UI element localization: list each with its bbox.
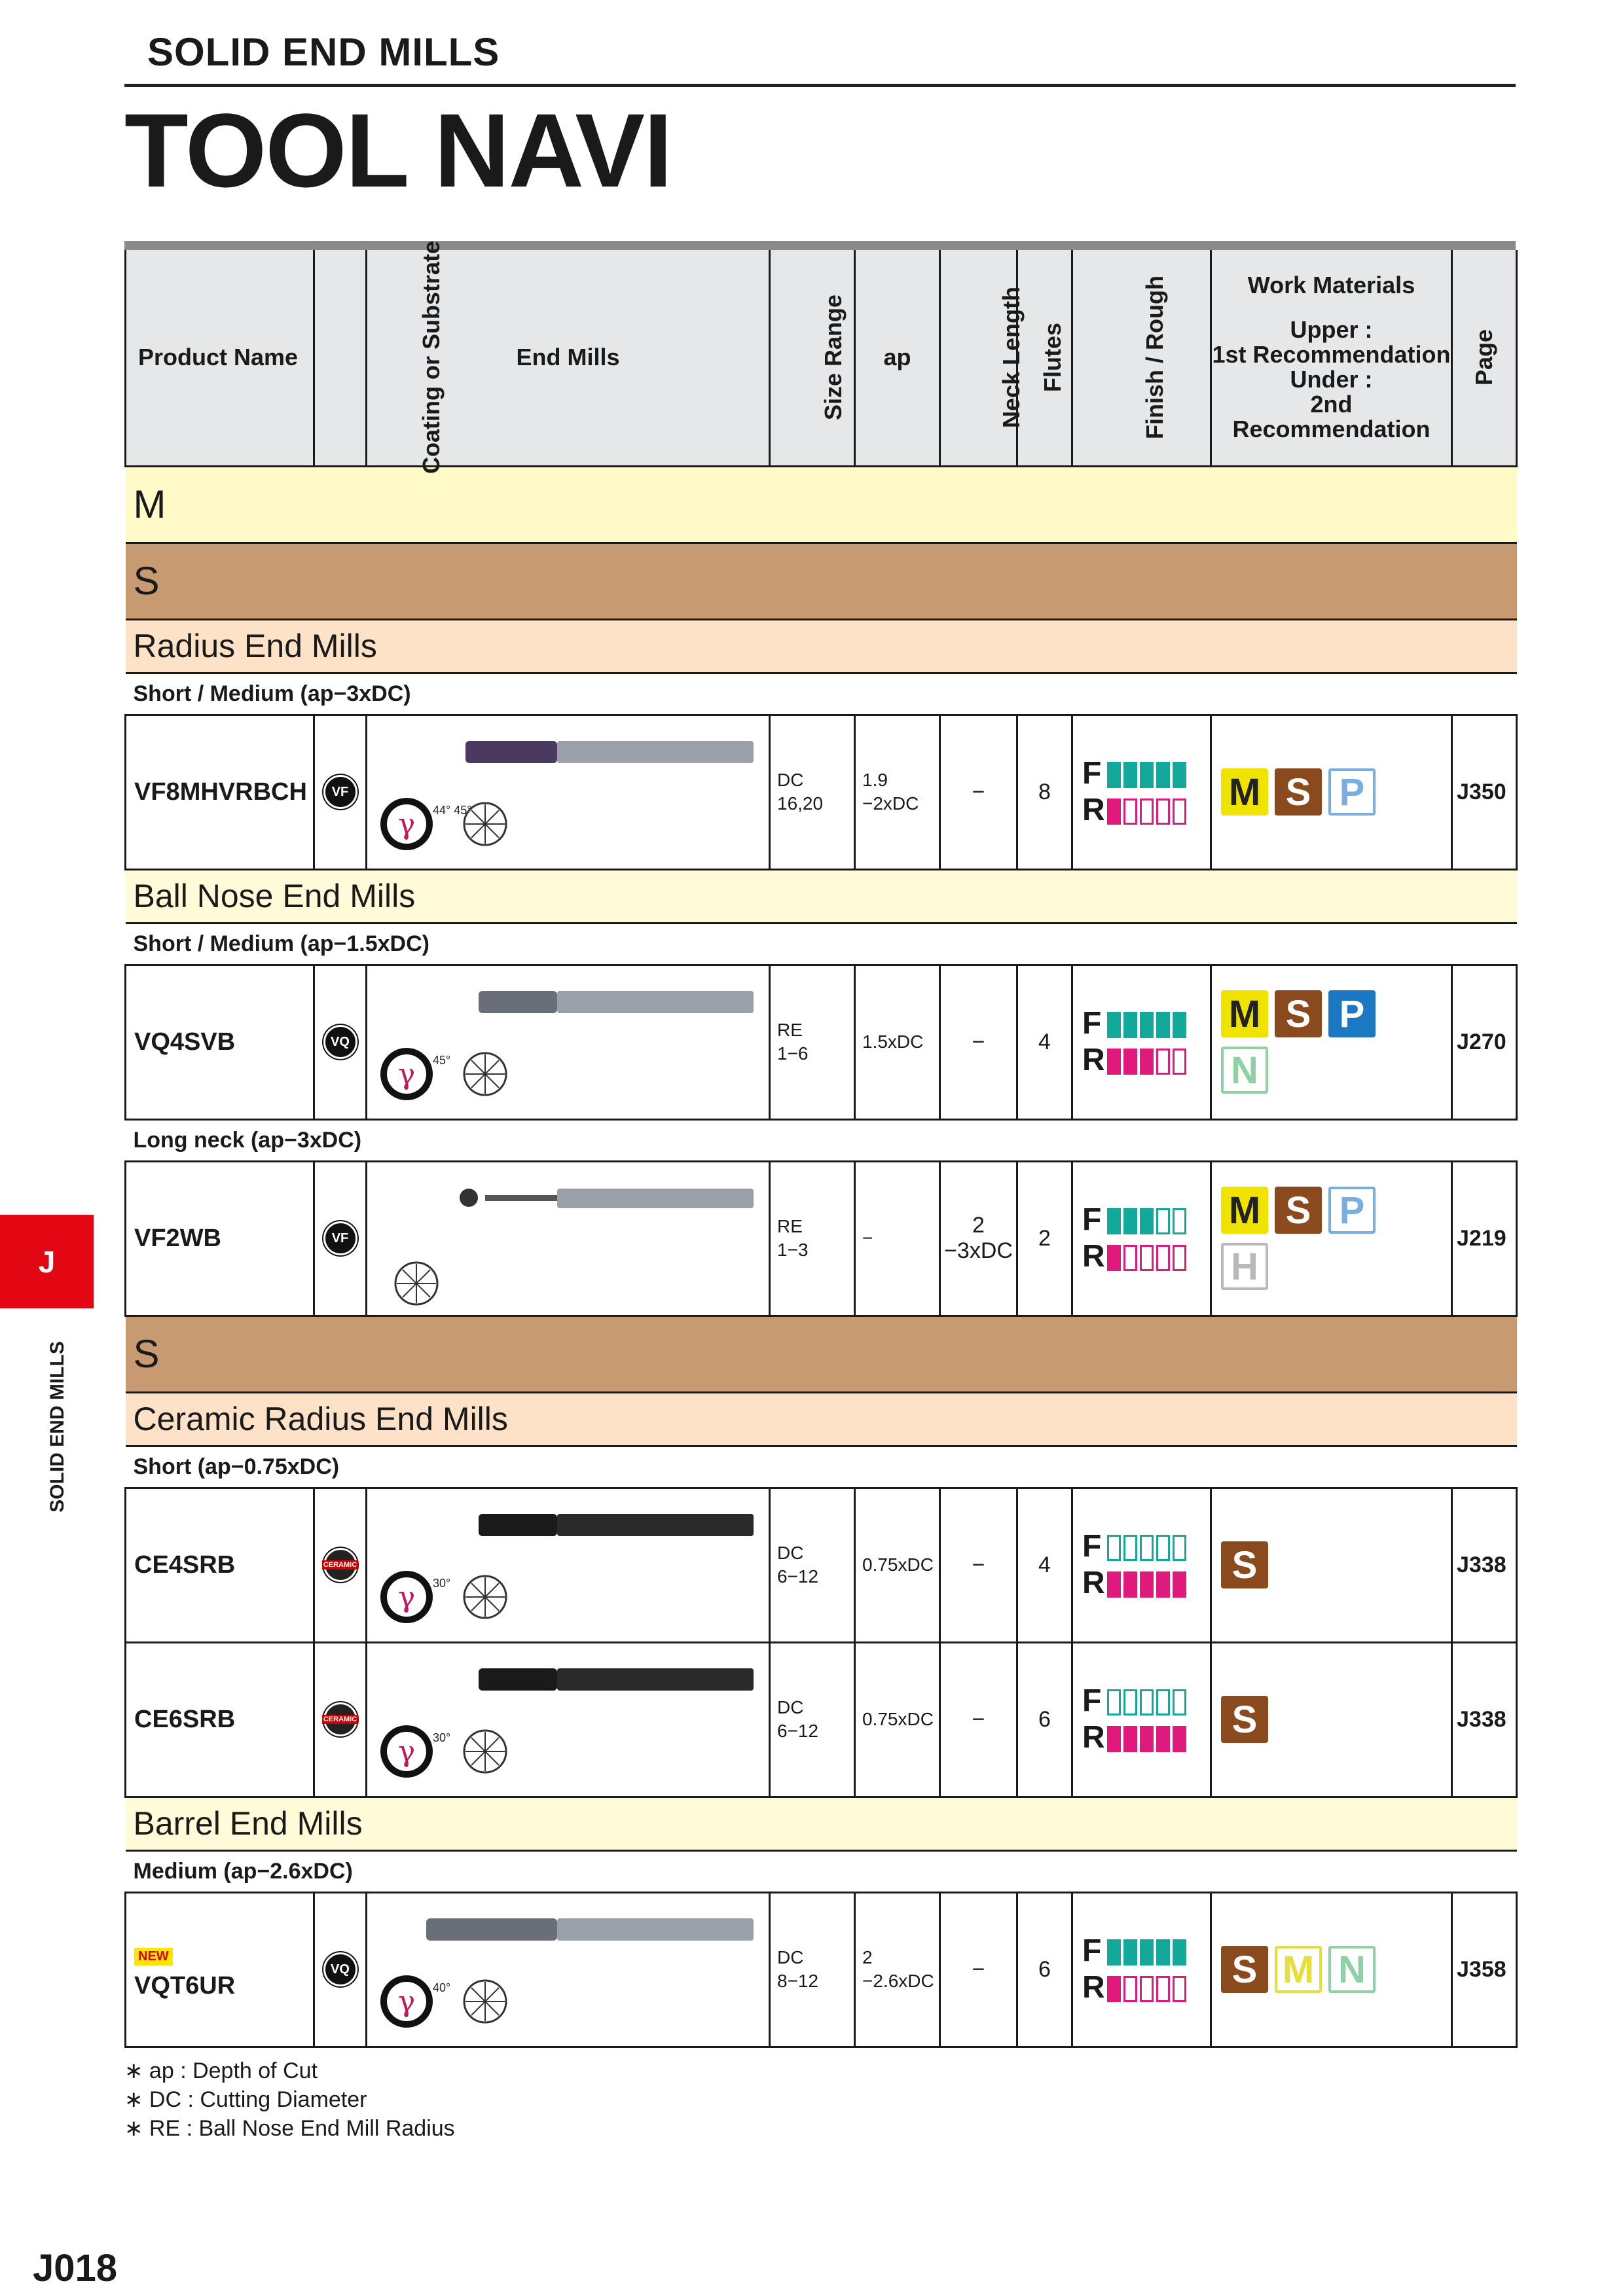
material-badge: S [1221,1541,1268,1588]
product-name[interactable]: NEW VQT6UR [126,1892,314,2047]
flutes-count: 6 [1017,1892,1072,2047]
rating-square [1107,762,1121,788]
subcategory-row: Short (ap−0.75xDC) [126,1446,1517,1488]
material-badge: N [1328,1946,1376,1993]
material-badge: S [1275,768,1322,816]
svg-text:γ: γ [397,1057,416,1091]
col-end-mills: End Mills [367,250,770,466]
material-badge: N [1221,1047,1268,1094]
ap-value: 0.75xDC [855,1488,940,1642]
rating-square [1156,1012,1170,1038]
product-name[interactable]: CE6SRB [126,1642,314,1797]
rating-square [1156,1535,1170,1561]
rating-square [1156,1939,1170,1965]
end-mill-cell [367,1892,770,2047]
tool-navi-table [124,241,1518,2048]
helix-gamma-icon [380,1975,433,2028]
coating-cell [314,1642,367,1797]
rating-square [1140,1726,1154,1752]
rating-square [1123,1208,1137,1234]
flute-section-icon [464,1053,506,1095]
helix-gamma-icon [380,1571,433,1623]
group-row: S [126,543,1517,619]
rating-square [1173,1049,1186,1075]
tool-shank [557,1668,754,1691]
group-row: S [126,1316,1517,1392]
rating-square [1140,1939,1154,1965]
rating-square [1123,1245,1137,1271]
rating-square [1107,1726,1121,1752]
helix-angle-label: 30° [433,1576,451,1590]
end-mill-illustration [367,1893,767,2045]
helix-angle-label: 45° [433,1053,451,1067]
svg-text:γ: γ [397,807,416,841]
rating-square [1123,1939,1137,1965]
size-range: DC 8−12 [770,1892,855,2047]
coating-cell [314,965,367,1119]
rating-square [1140,1535,1154,1561]
table-row [126,1642,1517,1797]
ceramic-substrate-icon: CERAMIC [323,1702,357,1736]
end-mill-illustration [367,966,767,1118]
svg-text:γ: γ [397,1734,416,1768]
rating-square [1173,1245,1186,1271]
tool-ball [460,1189,478,1207]
tool-shank [557,1918,754,1941]
end-mill-cell [367,1642,770,1797]
rating-square [1123,1689,1137,1715]
rating-square [1107,798,1121,825]
rating-square [1123,762,1137,788]
rating-square [1107,1245,1121,1271]
material-badge: M [1221,768,1268,816]
table-row [126,1488,1517,1642]
rating-square [1107,1208,1121,1234]
rating-square [1140,1012,1154,1038]
section-tab[interactable]: J [0,1215,94,1308]
product-name[interactable]: VF8MHVRBCH [126,715,314,869]
ap-value: 1.5xDC [855,965,940,1119]
material-badge: S [1275,1187,1322,1234]
helix-gamma-icon [380,1048,433,1100]
tool-cutting-head [465,741,557,763]
subcategory-row: Medium (ap−2.6xDC) [126,1850,1517,1892]
coating-icon: VQ [323,1952,357,1986]
work-materials-cell [1211,1488,1452,1642]
rating-square [1173,1571,1186,1598]
tool-shank [557,991,754,1013]
size-range: DC 6−12 [770,1642,855,1797]
flute-section-icon [464,1981,506,2022]
rating-square [1140,798,1154,825]
end-mill-illustration [367,716,767,868]
coating-cell [314,715,367,869]
rating-square [1173,1012,1186,1038]
col-finish-rough: Finish / Rough [1072,250,1211,466]
rating-square [1173,1726,1186,1752]
side-section-label: SOLID END MILLS [46,1341,68,1513]
page-title: TOOL NAVI [124,92,672,209]
flutes-count: 2 [1017,1161,1072,1316]
finish-rough-rating: F R [1072,1488,1211,1642]
neck-length: − [940,1488,1017,1642]
rating-square [1140,1245,1154,1271]
rating-square [1123,1976,1137,2002]
neck-length: − [940,965,1017,1119]
col-neck-length: Neck Length [940,250,1017,466]
footnote: ∗ RE : Ball Nose End Mill Radius [124,2116,455,2141]
material-badge: M [1221,990,1268,1037]
material-badge: S [1275,990,1322,1037]
helix-gamma-icon [380,798,433,850]
coating-cell [314,1892,367,2047]
rating-square [1107,1571,1121,1598]
rating-square [1173,1535,1186,1561]
tool-shank [557,741,754,763]
col-product-name: Product Name [126,250,314,466]
page-ref-link[interactable]: J270 [1452,965,1517,1119]
rating-square [1107,1012,1121,1038]
work-materials-cell [1211,715,1452,869]
table-row [126,1892,1517,2047]
size-range: DC 16,20 [770,715,855,869]
material-badge: P [1328,768,1376,816]
col-flutes: Flutes [1017,250,1072,466]
material-badge: H [1221,1243,1268,1290]
col-coating: Coating or Substrate [314,250,367,466]
title-rule [124,84,1516,87]
col-work-materials: Work Materials Upper : 1st Recommendation Under : 2nd Recommendation [1211,250,1452,466]
rating-square [1123,1049,1137,1075]
helix-angle-label: 44° 45° [433,803,472,817]
page-ref-link[interactable]: J358 [1452,1892,1517,2047]
finish-rough-rating: F R [1072,715,1211,869]
neck-length: − [940,1892,1017,2047]
rating-square [1123,1012,1137,1038]
size-range: RE 1−6 [770,965,855,1119]
rating-square [1173,1939,1186,1965]
category-row: Ceramic Radius End Mills [126,1392,1517,1446]
rating-square [1156,798,1170,825]
coating-icon: VQ [323,1025,357,1059]
svg-text:γ: γ [397,1984,416,2018]
product-name[interactable]: CE4SRB [126,1488,314,1642]
rating-square [1123,1571,1137,1598]
rating-square [1107,1976,1121,2002]
rating-square [1173,762,1186,788]
rating-square [1140,1976,1154,2002]
tool-cutting-head [479,991,557,1013]
rating-square [1156,1208,1170,1234]
end-mill-cell [367,715,770,869]
rating-square [1156,1976,1170,2002]
page-ref-link[interactable]: J350 [1452,715,1517,869]
end-mill-cell [367,965,770,1119]
end-mill-illustration [367,1643,767,1795]
rating-square [1123,798,1137,825]
page-ref-link[interactable]: J219 [1452,1161,1517,1316]
col-ap: ap [855,250,940,466]
group-row: M [126,466,1517,543]
work-materials-cell [1211,1642,1452,1797]
product-name[interactable]: VQ4SVB [126,965,314,1119]
flute-section-icon [464,1731,506,1772]
material-badge: P [1328,990,1376,1037]
helix-angle-label: 40° [433,1981,451,1994]
subcategory-row: Short / Medium (ap−1.5xDC) [126,923,1517,965]
rating-square [1107,1939,1121,1965]
coating-cell [314,1161,367,1316]
rating-square [1140,1208,1154,1234]
page-ref-link[interactable]: J338 [1452,1488,1517,1642]
ap-value: 0.75xDC [855,1642,940,1797]
tool-shank [557,1189,754,1208]
material-badge: S [1221,1696,1268,1743]
table-row [126,715,1517,869]
page-number: J018 [33,2247,118,2289]
rating-square [1123,1535,1137,1561]
tool-cutting-head [479,1514,557,1536]
ap-value: − [855,1161,940,1316]
coating-icon: VF [323,775,357,809]
flutes-count: 4 [1017,1488,1072,1642]
rating-square [1107,1049,1121,1075]
size-range: DC 6−12 [770,1488,855,1642]
tool-shank [557,1514,754,1536]
flutes-count: 4 [1017,965,1072,1119]
rating-square [1156,1689,1170,1715]
rating-square [1107,1535,1121,1561]
category-row: Radius End Mills [126,619,1517,673]
end-mill-illustration [367,1162,767,1314]
footnote: ∗ ap : Depth of Cut [124,2058,318,2083]
tool-cutting-head [479,1668,557,1691]
table-row [126,965,1517,1119]
finish-rough-rating: F R [1072,1892,1211,2047]
coating-cell [314,1488,367,1642]
rating-square [1140,1571,1154,1598]
flutes-count: 6 [1017,1642,1072,1797]
neck-length: − [940,1642,1017,1797]
end-mill-illustration [367,1489,767,1641]
rating-square [1173,798,1186,825]
section-title: SOLID END MILLS [147,30,500,74]
rating-square [1156,1245,1170,1271]
work-materials-cell [1211,1161,1452,1316]
col-page: Page [1452,250,1517,466]
svg-text:γ: γ [397,1580,416,1614]
material-badge: S [1221,1946,1268,1993]
material-badge: P [1328,1187,1376,1234]
rating-square [1140,762,1154,788]
category-row: Barrel End Mills [126,1797,1517,1850]
product-name[interactable]: VF2WB [126,1161,314,1316]
rating-square [1107,1689,1121,1715]
ap-value: 2 −2.6xDC [855,1892,940,2047]
flute-section-icon [464,1576,506,1618]
new-badge: NEW [134,1948,173,1965]
ap-value: 1.9 −2xDC [855,715,940,869]
rating-square [1156,1049,1170,1075]
rating-square [1173,1689,1186,1715]
material-badge: M [1275,1946,1322,1993]
material-badge: M [1221,1187,1268,1234]
header-row [126,250,1517,466]
end-mill-cell [367,1488,770,1642]
footnote: ∗ DC : Cutting Diameter [124,2087,367,2112]
work-materials-cell [1211,965,1452,1119]
rating-square [1140,1689,1154,1715]
subcategory-row: Long neck (ap−3xDC) [126,1119,1517,1161]
footnotes [124,2056,455,2143]
tool-neck [485,1195,557,1201]
rating-square [1156,1571,1170,1598]
flutes-count: 8 [1017,715,1072,869]
ceramic-substrate-icon: CERAMIC [323,1548,357,1582]
rating-square [1156,1726,1170,1752]
helix-angle-label: 30° [433,1731,451,1744]
table-top-bar [124,241,1516,250]
coating-icon: VF [323,1221,357,1255]
size-range: RE 1−3 [770,1161,855,1316]
neck-length: − [940,715,1017,869]
category-row: Ball Nose End Mills [126,869,1517,923]
neck-length: 2 −3xDC [940,1161,1017,1316]
col-size-range: Size Range [770,250,855,466]
finish-rough-rating: F R [1072,1161,1211,1316]
finish-rough-rating: F R [1072,965,1211,1119]
table-row [126,1161,1517,1316]
flute-section-icon [395,1263,437,1304]
tool-cutting-head [426,1918,557,1941]
rating-square [1123,1726,1137,1752]
rating-square [1156,762,1170,788]
rating-square [1173,1976,1186,2002]
rating-square [1173,1208,1186,1234]
rating-square [1140,1049,1154,1075]
helix-gamma-icon [380,1725,433,1778]
end-mill-cell [367,1161,770,1316]
page-ref-link[interactable]: J338 [1452,1642,1517,1797]
work-materials-cell [1211,1892,1452,2047]
finish-rough-rating: F R [1072,1642,1211,1797]
subcategory-row: Short / Medium (ap−3xDC) [126,673,1517,715]
